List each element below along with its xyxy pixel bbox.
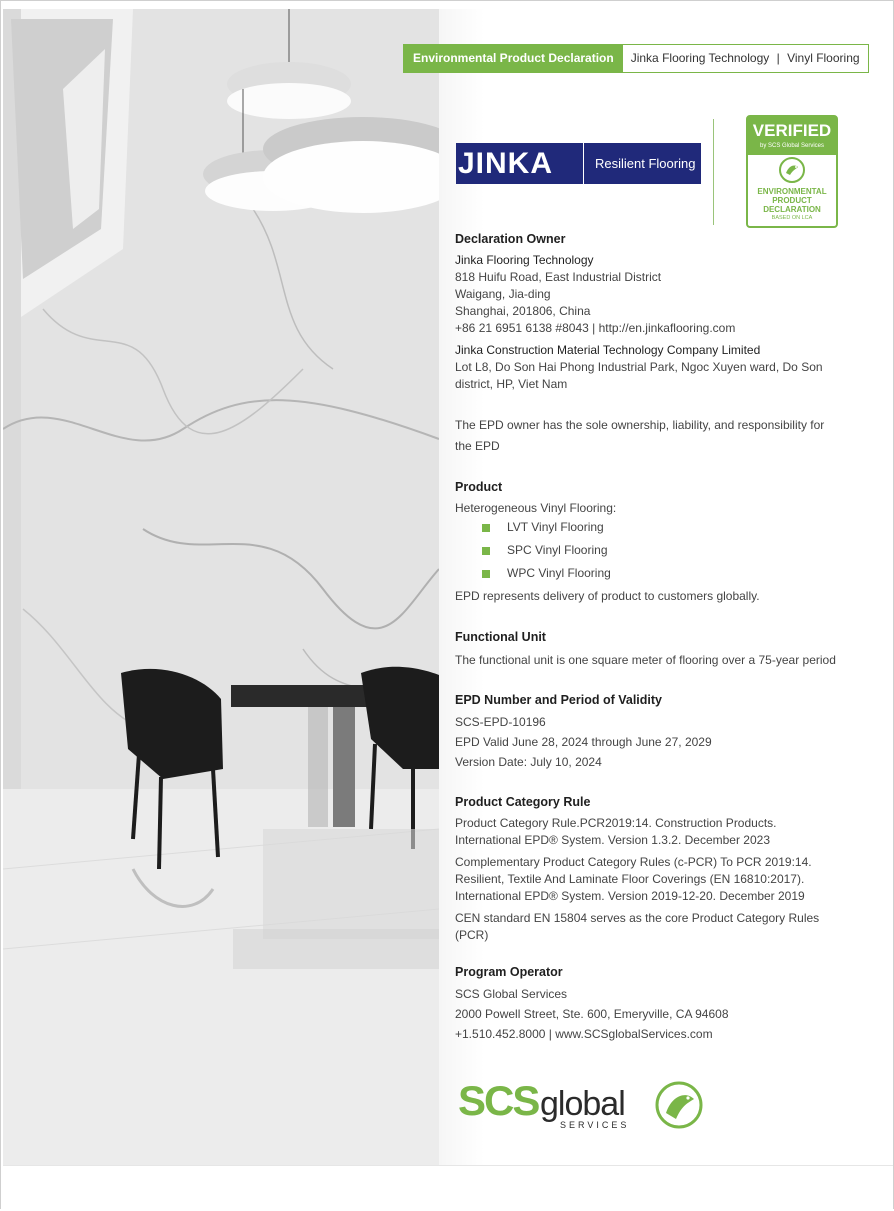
list-item xyxy=(455,565,845,582)
product-heading: Product xyxy=(455,480,503,494)
product-list xyxy=(455,519,845,582)
jinka-logo xyxy=(456,143,701,184)
owner-company-1: Jinka Flooring Technology xyxy=(455,253,594,267)
badge-header xyxy=(748,117,836,155)
owner-contact: +86 21 6951 6138 #8043 | http://en.jinkaflooring.com xyxy=(455,321,736,335)
epd-valid-period: EPD Valid June 28, 2024 through June 27, 2029 xyxy=(455,735,712,749)
validity-heading: EPD Number and Period of Validity xyxy=(455,693,662,707)
epd-version-date: Version Date: July 10, 2024 xyxy=(455,755,602,769)
jinka-logo-subtitle: Resilient Flooring xyxy=(595,156,696,171)
header-company: Jinka Flooring Technology xyxy=(630,51,770,65)
header-separator: | xyxy=(776,51,780,65)
badge-lca-text: BASED ON LCA xyxy=(771,215,813,221)
list-item xyxy=(455,519,845,536)
product-item-label: WPC Vinyl Flooring xyxy=(507,566,611,580)
bird-icon xyxy=(657,1083,701,1127)
header-tab-label: Environmental Product Declaration xyxy=(404,45,623,72)
verified-epd-badge xyxy=(746,115,838,228)
declaration-text-column xyxy=(455,231,845,1044)
badge-line-3: DECLARATION xyxy=(763,205,821,214)
product-intro: Heterogeneous Vinyl Flooring: xyxy=(455,501,617,515)
pcr-paragraph-3: CEN standard EN 15804 serves as the core Product Category Rules (PCR) xyxy=(455,911,820,942)
owner-address-1: 818 Huifu Road, East Industrial District xyxy=(455,270,662,284)
badge-verified-text: VERIFIED xyxy=(752,121,832,140)
operator-contact: +1.510.452.8000 | www.SCSglobalServices.com xyxy=(455,1027,713,1041)
operator-name: SCS Global Services xyxy=(455,987,568,1001)
background-photo xyxy=(3,9,439,1165)
owner-heading: Declaration Owner xyxy=(455,232,566,246)
badge-line-1: ENVIRONMENTAL xyxy=(757,187,827,196)
owner-company-2: Jinka Construction Material Technology Company Limited xyxy=(455,343,761,357)
badge-line-2: PRODUCT xyxy=(772,196,812,205)
bird-icon xyxy=(748,155,836,187)
list-item xyxy=(455,542,845,559)
pcr-paragraph-2: Complementary Product Category Rules (c-PCR) To PCR 2019:14. Resilient, Textile And Laminate Floor Coverings (EN 16810:2017). International EPD® System. Version 2019-12-20. December 2019 xyxy=(455,855,812,903)
badge-epd-lines xyxy=(748,187,836,214)
product-item-label: LVT Vinyl Flooring xyxy=(507,520,604,534)
pcr-paragraph-1: Product Category Rule.PCR2019:14. Construction Products. International EPD® System. Version 1.3.2. December 2023 xyxy=(455,816,777,847)
bullet-square-icon xyxy=(482,547,490,555)
scs-services-text: SERVICES xyxy=(560,1120,630,1130)
bullet-square-icon xyxy=(482,524,490,532)
scs-word-1: SCS xyxy=(458,1077,539,1124)
operator-address: 2000 Powell Street, Ste. 600, Emeryville, CA 94608 xyxy=(455,1007,729,1021)
product-item-label: SPC Vinyl Flooring xyxy=(507,543,608,557)
bullet-square-icon xyxy=(482,570,490,578)
scs-word-2: global xyxy=(540,1085,625,1123)
header-category: Vinyl Flooring xyxy=(787,51,860,65)
owner-statement: The EPD owner has the sole ownership, liability, and responsibility for the EPD xyxy=(455,418,825,453)
functional-heading: Functional Unit xyxy=(455,630,546,644)
functional-text: The functional unit is one square meter of flooring over a 75-year period xyxy=(455,653,836,667)
footer-band xyxy=(3,1165,893,1211)
scs-global-logo xyxy=(458,1073,718,1135)
product-note: EPD represents delivery of product to customers globally. xyxy=(455,589,760,603)
owner-address-4: Lot L8, Do Son Hai Phong Industrial Park, Ngoc Xuyen ward, Do Son district, HP, Viet Nam xyxy=(455,360,823,391)
interior-photo-illustration xyxy=(3,9,439,1165)
header-company-category xyxy=(623,45,868,72)
jinka-logo-word: JINKA xyxy=(456,143,584,184)
badge-by-text: by SCS Global Services xyxy=(759,143,825,149)
owner-address-3: Shanghai, 201806, China xyxy=(455,304,591,318)
header-tab xyxy=(403,44,869,73)
operator-heading: Program Operator xyxy=(455,965,563,979)
epd-number: SCS-EPD-10196 xyxy=(455,715,546,729)
owner-address-2: Waigang, Jia-ding xyxy=(455,287,551,301)
pcr-heading: Product Category Rule xyxy=(455,795,591,809)
logo-divider xyxy=(713,119,714,225)
